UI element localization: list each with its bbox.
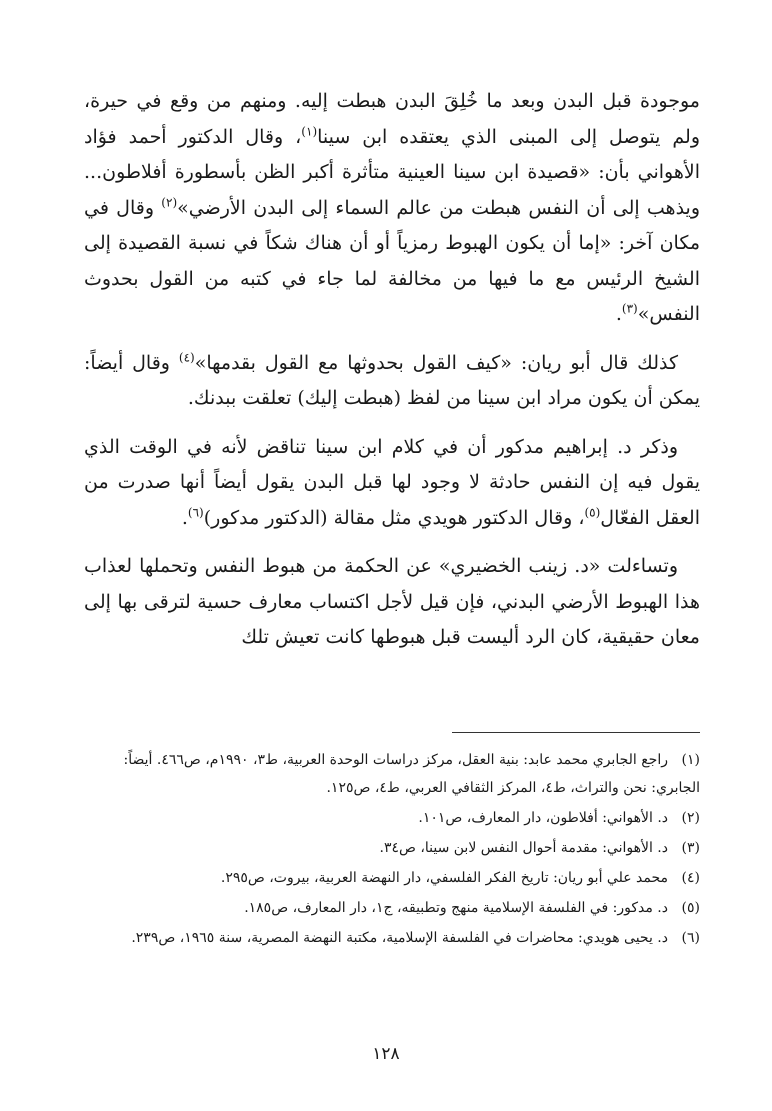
footnote-text: راجع الجابري محمد عابد: بنية العقل، مركز دراسات الوحدة العربية، ط٣، ١٩٩٠م، ص٤٦٦. أيضاً: الجابري: نحن والتراث، ط٤، المركز الثقافي العربي، ط٤، ص١٢٥. xyxy=(123,752,700,796)
paragraph-2 xyxy=(84,346,700,417)
footnote-text: د. يحيى هويدي: محاضرات في الفلسفة الإسلامية، مكتبة النهضة المصرية، سنة ١٩٦٥، ص٢٣٩. xyxy=(131,930,668,946)
paragraph-3-text-b: ، وقال الدكتور هويدي مثل مقالة (الدكتور مدكور) xyxy=(203,506,585,529)
footnote-number: (٣) xyxy=(681,840,700,856)
footnote-6 xyxy=(84,924,700,952)
footnote-ref-2: (٢) xyxy=(161,195,178,210)
paragraph-2-text-b: وقال أيضاً: يمكن أن يكون مراد ابن سينا من لفظ (هبطت إليك) تعلقت ببدنك. xyxy=(84,351,700,409)
paragraph-1-text-b: ، وقال الدكتور أحمد فؤاد الأهواني بأن: «قصيدة ابن سينا العينية متأثرة أكبر الظن بأسطورة أفلاطون... ويذهب إلى أن النفس هبطت من عالم السماء إلى البدن الأرضي» xyxy=(84,125,701,219)
page-number: ١٢٨ xyxy=(372,1044,400,1064)
footnote-4 xyxy=(84,864,700,892)
footnote-text: د. الأهواني: أفلاطون، دار المعارف، ص١٠١. xyxy=(418,810,668,826)
paragraph-1-text-a: موجودة قبل البدن وبعد ما خُلِقَ البدن هبطت إليه. ومنهم من وقع في حيرة، ولم يتوصل إلى المبنى الذي يعتقده ابن سينا xyxy=(84,90,700,148)
footnote-number: (٦) xyxy=(681,930,700,946)
paragraph-3-text-c: . xyxy=(181,506,188,529)
footnote-3 xyxy=(84,834,700,862)
footnote-divider xyxy=(452,732,700,733)
paragraph-1-text-d: . xyxy=(615,303,622,325)
footnote-text: محمد علي أبو ريان: تاريخ الفكر الفلسفي، دار النهضة العربية، بيروت، ص٢٩٥. xyxy=(220,870,668,886)
footnote-ref-1: (١) xyxy=(301,124,318,139)
footnote-5 xyxy=(84,894,700,922)
footnotes xyxy=(84,746,700,954)
footnote-text: د. الأهواني: مقدمة أحوال النفس لابن سينا، ص٣٤. xyxy=(379,840,668,856)
main-text xyxy=(84,84,700,669)
footnote-number: (٥) xyxy=(681,900,700,916)
paragraph-1-text-c: وقال في مكان آخر: «إما أن يكون الهبوط رمزياً أو أن هناك شكاً في نسبة القصيدة إلى الشيخ الرئيس مع ما فيها من مخالفة لما جاء في كتبه من القول بحدوث النفس» xyxy=(84,196,700,325)
paragraph-1 xyxy=(84,84,700,333)
footnote-1 xyxy=(84,746,700,802)
paragraph-4-text: وتساءلت «د. زينب الخضيري» عن الحكمة من هبوط النفس وتحملها لعذاب هذا الهبوط الأرضي البدني، فإن قيل لأجل اكتساب معارف حسية لترقى بها إلى معان حقيقية، كان الرد أليست قبل هبوطها كانت تعيش تلك xyxy=(84,555,700,648)
footnote-2 xyxy=(84,804,700,832)
footnote-ref-6: (٦) xyxy=(187,505,204,520)
footnote-ref-3: (٣) xyxy=(621,301,638,316)
footnote-ref-5: (٥) xyxy=(584,505,601,520)
paragraph-4 xyxy=(84,549,700,656)
footnote-number: (٤) xyxy=(681,870,700,886)
paragraph-3 xyxy=(84,430,700,537)
footnote-number: (١) xyxy=(681,752,700,768)
footnote-ref-4: (٤) xyxy=(178,350,195,365)
footnote-text: د. مدكور: في الفلسفة الإسلامية منهج وتطبيقه، ج١، دار المعارف، ص١٨٥. xyxy=(244,900,668,916)
paragraph-3-text-a: وذكر د. إبراهيم مدكور أن في كلام ابن سينا تناقض لأنه في الوقت الذي يقول فيه إن النفس حادثة لا وجود لها قبل البدن يقول أيضاً أنها صدرت من العقل الفعّال xyxy=(84,435,700,529)
footnote-number: (٢) xyxy=(681,810,700,826)
paragraph-2-text-a: كذلك قال أبو ريان: «كيف القول بحدوثها مع القول بقدمها» xyxy=(194,351,678,374)
